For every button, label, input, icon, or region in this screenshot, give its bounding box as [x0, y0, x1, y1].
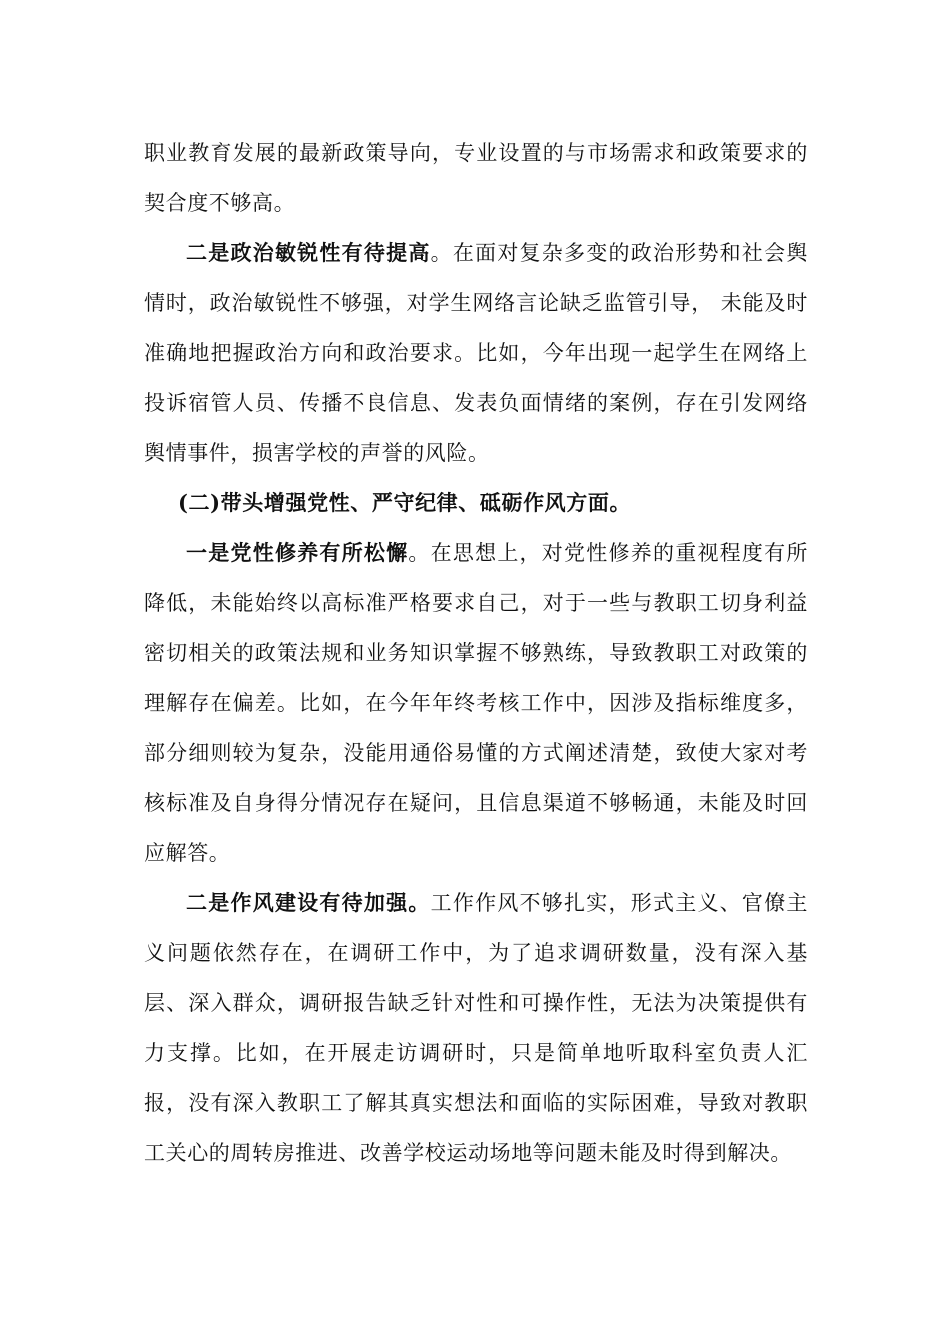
paragraph-text: 。在面对复杂多变的政治形势和社会舆情时，政治敏锐性不够强，对学生网络言论缺乏监管引导， 未能及时准确地把握政治方向和政治要求。比如，今年出现一起学生在网络上投诉宿管人员、传播不良信息、发表负面情绪的案例，存在引发网络舆情事件，损害学校的声誉的风险。 — [144, 241, 808, 465]
paragraph-lead: 二是作风建设有待加强。 — [186, 890, 431, 915]
section-heading: (二)带头增强党性、严守纪律、砥砺作风方面。 — [178, 490, 632, 515]
paragraph-continued — [144, 128, 808, 228]
paragraph-lead: 一是党性修养有所松懈 — [186, 540, 409, 565]
document-body — [144, 128, 808, 1178]
paragraph-party-spirit — [144, 528, 808, 878]
paragraph-lead: 二是政治敏锐性有待提高 — [186, 240, 431, 265]
paragraph-text: 职业教育发展的最新政策导向，专业设置的与市场需求和政策要求的契合度不够高。 — [144, 141, 808, 215]
paragraph-political-sensitivity — [144, 228, 808, 478]
paragraph-text: 工作作风不够扎实，形式主义、官僚主义问题依然存在，在调研工作中，为了追求调研数量，没有深入基层、深入群众，调研报告缺乏针对性和可操作性，无法为决策提供有力支撑。比如，在开展走访调研时，只是简单地听取科室负责人汇报，没有深入教职工了解其真实想法和面临的实际困难，导致对教职工关心的周转房推进、改善学校运动场地等问题未能及时得到解决。 — [144, 891, 808, 1165]
paragraph-work-style — [144, 878, 808, 1178]
paragraph-text: 。在思想上，对党性修养的重视程度有所降低，未能始终以高标准严格要求自己，对于一些与教职工切身利益密切相关的政策法规和业务知识掌握不够熟练，导致教职工对政策的理解存在偏差。比如，在今年年终考核工作中，因涉及指标维度多，部分细则较为复杂，没能用通俗易懂的方式阐述清楚，致使大家对考核标准及自身得分情况存在疑问，且信息渠道不够畅通，未能及时回应解答。 — [144, 541, 808, 865]
